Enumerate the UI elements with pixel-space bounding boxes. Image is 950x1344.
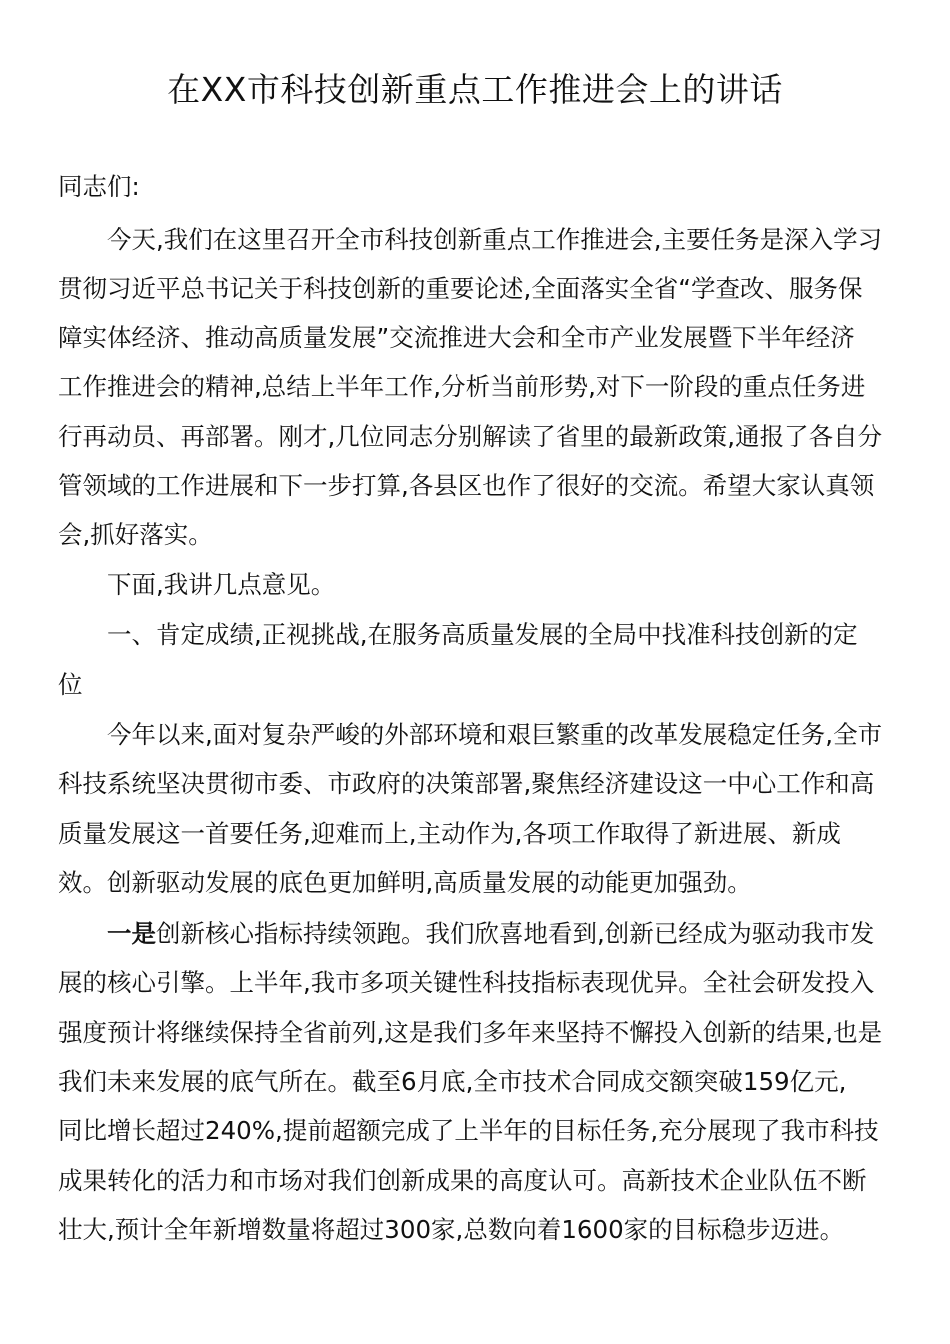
paragraph-4-line: 同比增长超过240%,提前超额完成了上半年的目标任务,充分展现了我市科技 xyxy=(58,1116,879,1145)
paragraph-4-line: 我们未来发展的底气所在。截至6月底,全市技术合同成交额突破159亿元, xyxy=(58,1067,847,1096)
paragraph-4-line: 强度预计将继续保持全省前列,这是我们多年来坚持不懈投入创新的结果,也是 xyxy=(58,1018,883,1047)
section-heading-1: 位 xyxy=(58,670,83,699)
paragraph-4-lead: 一是 xyxy=(107,919,156,948)
paragraph-1-line: 行再动员、再部署。刚才,几位同志分别解读了省里的最新政策,通报了各自分 xyxy=(58,422,883,451)
paragraph-4-first: 创新核心指标持续领跑。我们欣喜地看到,创新已经成为驱动我市发 xyxy=(156,919,875,948)
section-heading-1: 一、肯定成绩,正视挑战,在服务高质量发展的全局中找准科技创新的定 xyxy=(107,620,858,649)
paragraph-1-line: 会,抓好落实。 xyxy=(58,520,213,549)
paragraph-3-line: 质量发展这一首要任务,迎难而上,主动作为,各项工作取得了新进展、新成 xyxy=(58,819,841,848)
paragraph-4-line: 壮大,预计全年新增数量将超过300家,总数向着1600家的目标稳步迈进。 xyxy=(58,1215,845,1244)
paragraph-1-line: 贯彻习近平总书记关于科技创新的重要论述,全面落实全省“学查改、服务保 xyxy=(58,274,863,303)
paragraph-3-line: 今年以来,面对复杂严峻的外部环境和艰巨繁重的改革发展稳定任务,全市 xyxy=(107,720,883,749)
paragraph-4-line xyxy=(107,917,874,951)
paragraph-1-line: 工作推进会的精神,总结上半年工作,分析当前形势,对下一阶段的重点任务进 xyxy=(58,372,866,401)
paragraph-4-line: 成果转化的活力和市场对我们创新成果的高度认可。高新技术企业队伍不断 xyxy=(58,1166,867,1195)
document-title: 在XX市科技创新重点工作推进会上的讲话 xyxy=(167,70,783,109)
paragraph-3-line: 科技系统坚决贯彻市委、市政府的决策部署,聚焦经济建设这一中心工作和高 xyxy=(58,769,875,798)
paragraph-2: 下面,我讲几点意见。 xyxy=(107,570,336,599)
paragraph-3-line: 效。创新驱动发展的底色更加鲜明,高质量发展的动能更加强劲。 xyxy=(58,868,752,897)
paragraph-1-line: 障实体经济、推动高质量发展”交流推进大会和全市产业发展暨下半年经济 xyxy=(58,323,855,352)
salutation: 同志们: xyxy=(58,172,140,201)
paragraph-1-line: 管领域的工作进展和下一步打算,各县区也作了很好的交流。希望大家认真领 xyxy=(58,471,875,500)
paragraph-1-line: 今天,我们在这里召开全市科技创新重点工作推进会,主要任务是深入学习 xyxy=(107,225,883,254)
paragraph-4-line: 展的核心引擎。上半年,我市多项关键性科技指标表现优异。全社会研发投入 xyxy=(58,968,875,997)
